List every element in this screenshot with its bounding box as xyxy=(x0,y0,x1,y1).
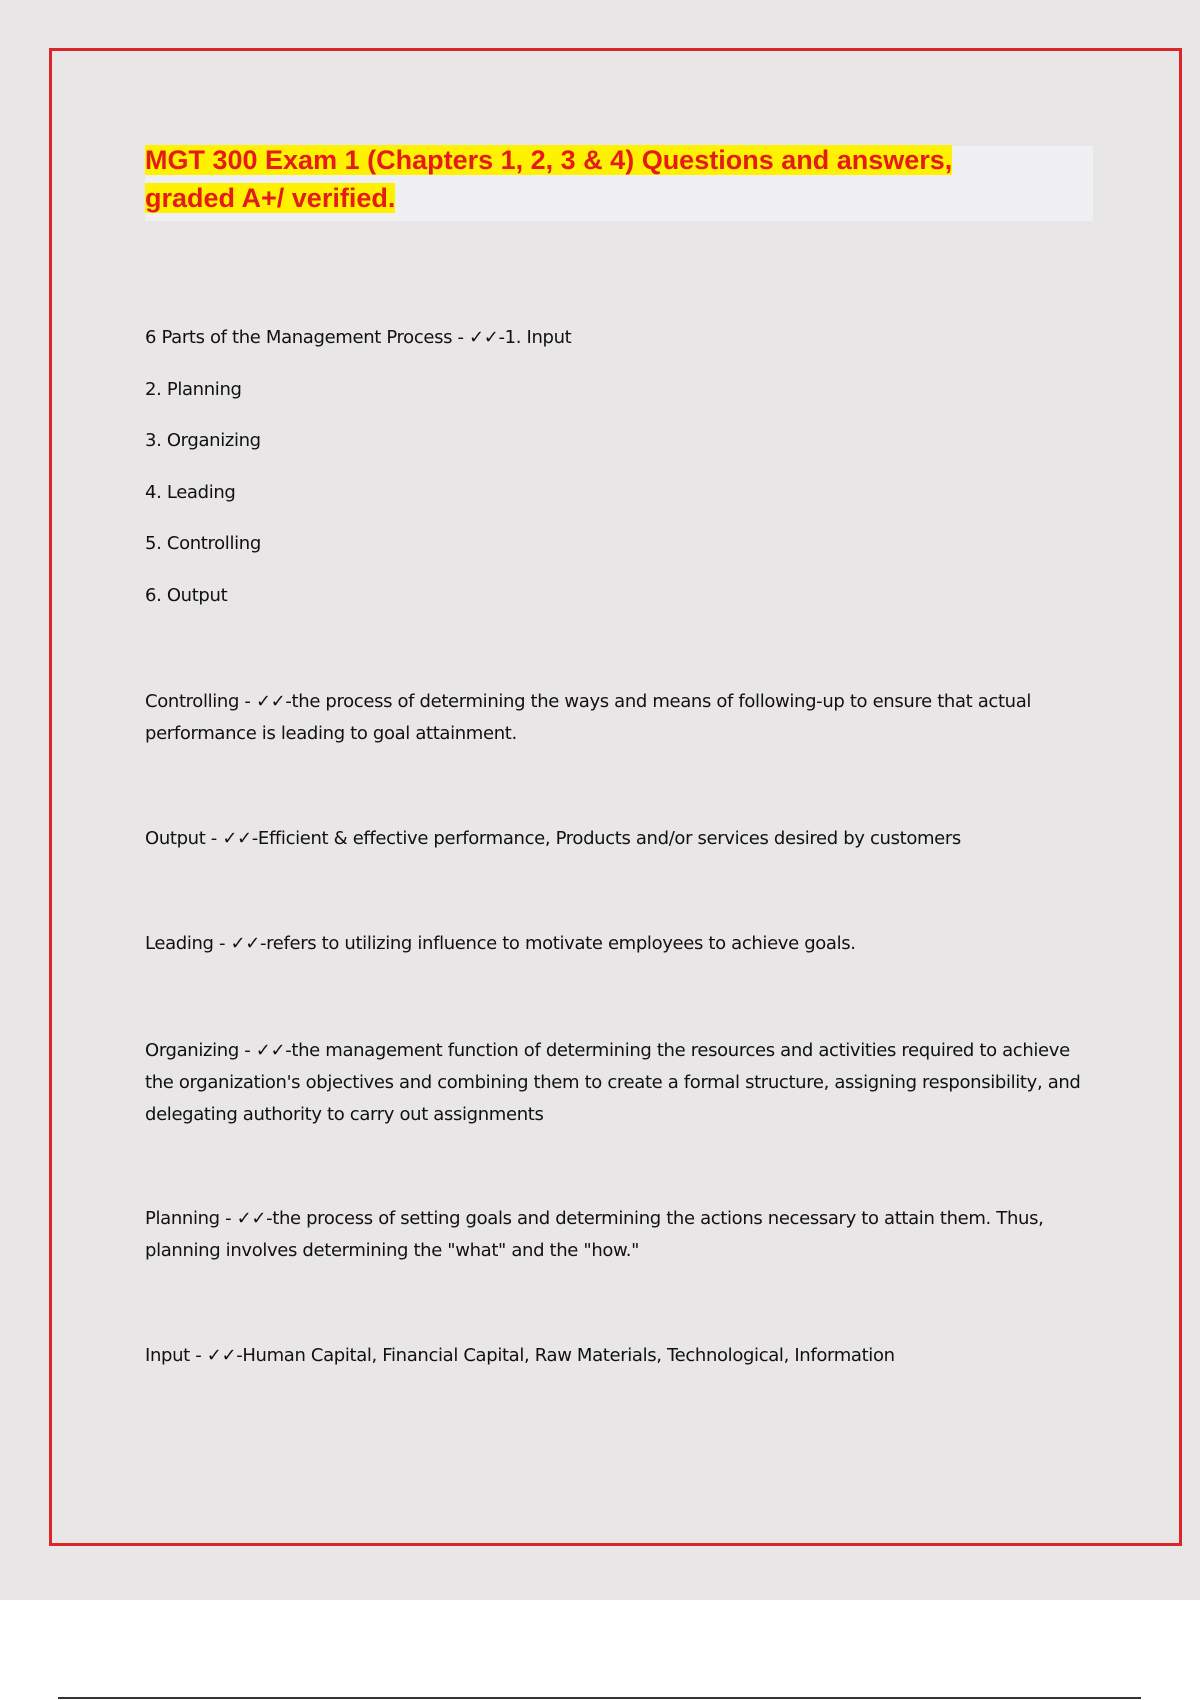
process-list-item: 4. Leading xyxy=(145,482,236,503)
process-list-item: 3. Organizing xyxy=(145,430,261,451)
entry-organizing: Organizing - ✓✓-the management function of determining the resources and activities required to achieve the organization's objectives and combining them to create a formal structure, assigning responsibility, and delegating authority to carry out assignments xyxy=(145,1040,1081,1125)
entry-input: Input - ✓✓-Human Capital, Financial Capital, Raw Materials, Technological, Information xyxy=(145,1345,895,1366)
entry-output: Output - ✓✓-Efficient & effective performance, Products and/or services desired by customers xyxy=(145,828,961,849)
next-page-rule xyxy=(58,1697,1141,1699)
entry-leading: Leading - ✓✓-refers to utilizing influence to motivate employees to achieve goals. xyxy=(145,933,856,954)
process-list-item: 6. Output xyxy=(145,585,228,606)
entry-controlling: Controlling - ✓✓-the process of determining the ways and means of following-up to ensure that actual performance is leading to goal attainment. xyxy=(145,691,1032,744)
process-list-item: 2. Planning xyxy=(145,379,242,400)
document-title xyxy=(145,141,1065,217)
title-line-1: MGT 300 Exam 1 (Chapters 1, 2, 3 & 4) Questions and answers, xyxy=(145,145,953,175)
process-list-heading: 6 Parts of the Management Process - ✓✓-1. Input xyxy=(145,327,572,348)
next-page-strip xyxy=(0,1600,1200,1700)
title-line-2: graded A+/ verified. xyxy=(145,183,396,213)
entry-planning: Planning - ✓✓-the process of setting goals and determining the actions necessary to attain them. Thus, planning involves determining the "what" and the "how." xyxy=(145,1208,1044,1261)
page-border xyxy=(49,48,1182,1546)
process-list-item: 5. Controlling xyxy=(145,533,261,554)
